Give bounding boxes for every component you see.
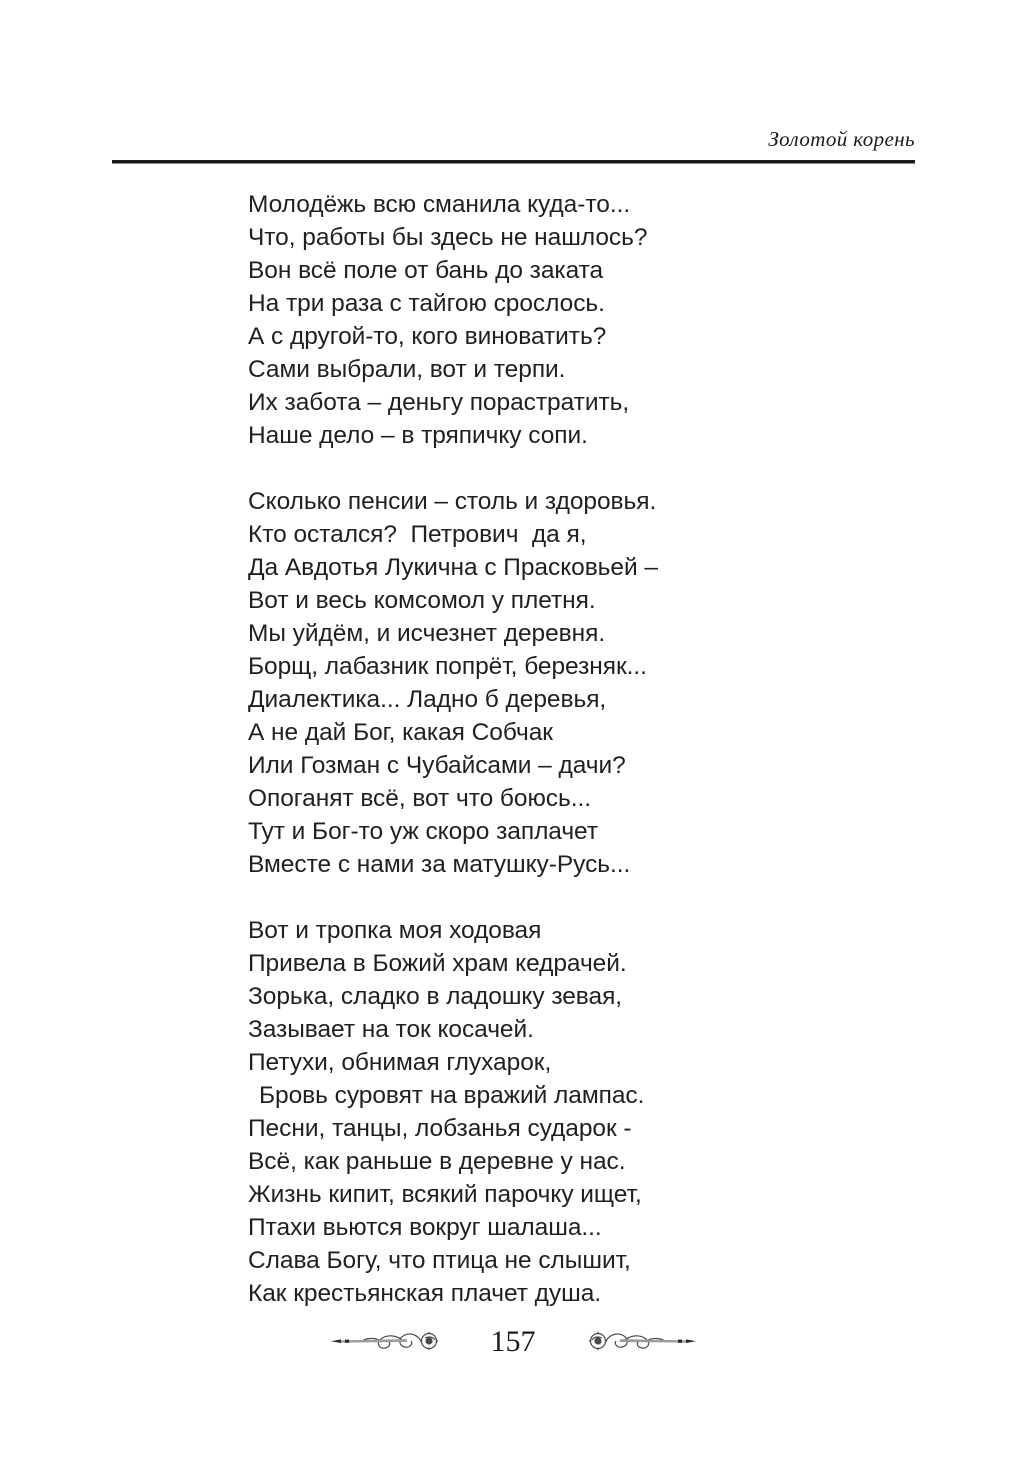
header-rule [112,160,915,164]
floral-scroll-ornament-left [329,1326,494,1356]
page-footer [0,1326,1026,1356]
poem-line: Зазывает на ток косачей. [248,1016,534,1043]
poem-line: Всё, как раньше в деревне у нас. [248,1148,626,1175]
running-head: Золотой корень [768,127,915,151]
poem-line: Да Авдотья Лукична с Прасковьей – [248,554,658,581]
poem-line: Их забота – деньгу порастратить, [248,389,630,416]
poem-stanza [248,188,888,452]
poem-stanza [248,485,888,881]
poem-line: Наше дело – в тряпичку сопи. [248,422,588,449]
poem-line: Что, работы бы здесь не нашлось? [248,224,648,251]
poem-line: Диалектика... Ладно б деревья, [248,686,607,713]
poem-line: Сколько пенсии – столь и здоровья. [248,488,657,515]
poem-line: Тут и Бог-то уж скоро заплачет [248,818,598,845]
poem-line: Опоганят всё, вот что боюсь... [248,785,591,812]
poem-body [248,188,888,1310]
poem-line: Борщ, лабазник попрёт, березняк... [248,653,647,680]
poem-line: Жизнь кипит, всякий парочку ищет, [248,1181,642,1208]
poem-line: Зорька, сладко в ладошку зевая, [248,983,623,1010]
poem-line: Или Гозман с Чубайсами – дачи? [248,752,626,779]
poem-line: Песни, танцы, лобзанья сударок - [248,1115,632,1142]
poem-line: А с другой-то, кого виноватить? [248,323,607,350]
poem-line: Привела в Божий храм кедрачей. [248,950,627,977]
poem-line: На три раза с тайгою срослось. [248,290,605,317]
poem-line: Как крестьянская плачет душа. [248,1280,602,1307]
poem-line: Петухи, обнимая глухарок, [248,1049,552,1076]
poem-line: Бровь суровят на вражий лампас. [259,1082,645,1109]
poem-line: Кто остался? Петрович да я, [248,521,587,548]
poem-line: Молодёжь всю сманила куда-то... [248,191,631,218]
poem-line: Птахи вьются вокруг шалаша... [248,1214,602,1241]
poem-line: Слава Богу, что птица не слышит, [248,1247,631,1274]
poem-line: Сами выбрали, вот и терпи. [248,356,566,383]
poem-line: А не дай Бог, какая Собчак [248,719,553,746]
page-number: 157 [490,1325,536,1358]
poem-line: Мы уйдём, и исчезнет деревня. [248,620,606,647]
poem-line: Вот и тропка моя ходовая [248,917,542,944]
poem-line: Вон всё поле от бань до заката [248,257,604,284]
poem-stanza [248,914,888,1310]
floral-scroll-ornament-right [533,1326,698,1356]
poem-line: Вместе с нами за матушку-Русь... [248,851,631,878]
poem-line: Вот и весь комсомол у плетня. [248,587,596,614]
